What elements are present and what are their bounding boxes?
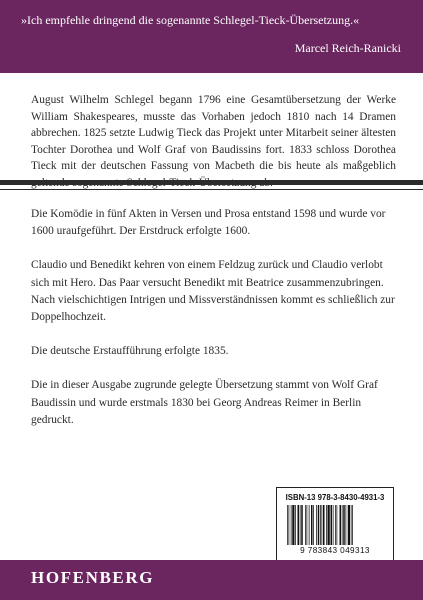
paragraph-plot: Claudio und Benedikt kehren von einem Feldzug zurück und Claudio verlobt sich mit Hero. Das Paar versucht Benedikt mit Beatrice zusammenzubringen. Nach vielschichtigen Intrigen und Missverständnissen kommt es schließlich zur Doppelhochzeit. bbox=[31, 259, 395, 324]
isbn-label: ISBN-13 978-3-8430-4931-3 bbox=[285, 493, 385, 502]
publisher-logo: HOFENBERG bbox=[31, 568, 155, 587]
paragraph-premiere: Die deutsche Erstaufführung erfolgte 1835. bbox=[31, 345, 229, 358]
description bbox=[31, 206, 396, 446]
intro-paragraph: August Wilhelm Schlegel begann 1796 eine Gesamtübersetzung der Werke William Shakespeares, musste das Vorhaben jedoch 1810 nach 14 Dramen abbrechen. 1825 setzte Ludwig Tieck das Projekt unter Mitarbeit seiner ältesten Tochter Dorothea und Wolf Graf von Baudissins fort. 1833 schloss Dorothea Tieck mit der deutschen Fassung von Macbeth die bis heute als maßgeblich bbox=[31, 94, 396, 173]
quote-band bbox=[0, 0, 423, 73]
divider-thin bbox=[0, 189, 423, 190]
quote-author: Marcel Reich-Ranicki bbox=[294, 41, 401, 55]
paragraph-origin: Die Komödie in fünf Akten in Versen und Prosa entstand 1598 und wurde vor 1600 uraufgeführt. Der Erstdruck erfolgte 1600. bbox=[31, 208, 386, 238]
barcode-image bbox=[287, 505, 383, 545]
paragraph-translation: Die in dieser Ausgabe zugrunde gelegte Übersetzung stammt von Wolf Graf Baudissin und wurde erstmals 1830 bei Georg Andreas Reimer in Berlin gedruckt. bbox=[31, 379, 378, 426]
barcode-digits: 9 783843 049313 bbox=[300, 546, 370, 555]
quote-text: »Ich empfehle dringend die sogenannte Schlegel-Tieck-Übersetzung.« bbox=[21, 13, 360, 27]
divider-thick bbox=[0, 180, 423, 185]
